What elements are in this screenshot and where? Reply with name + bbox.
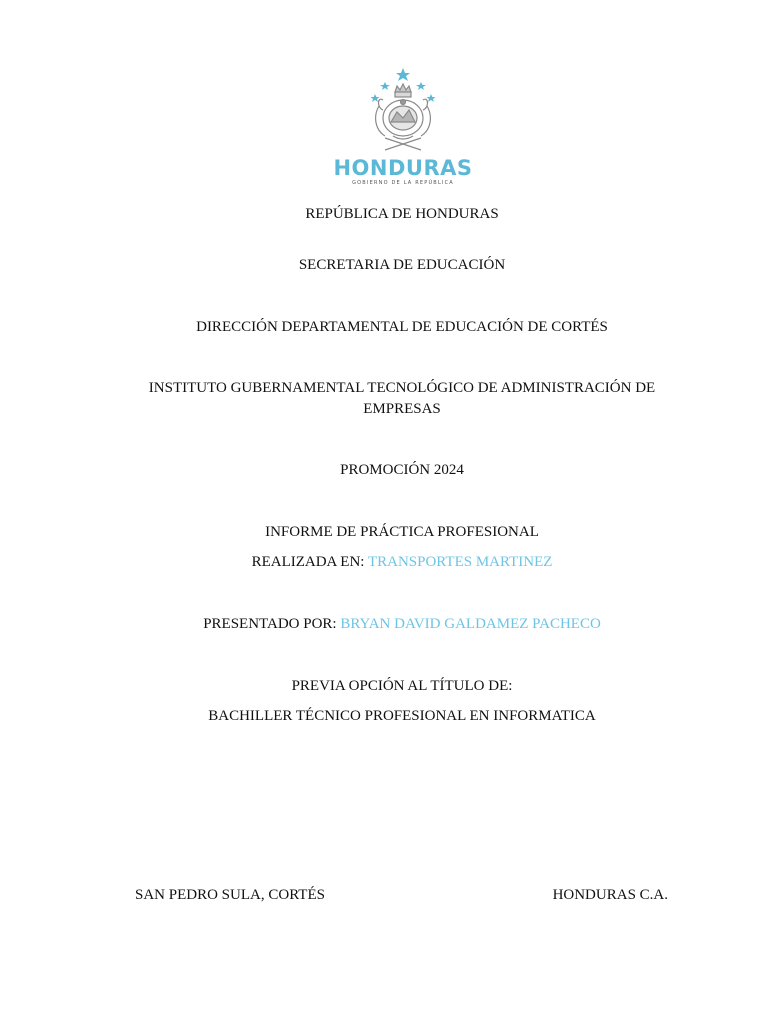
promotion-title: PROMOCIÓN 2024 (340, 462, 464, 478)
footer-city: SAN PEDRO SULA, CORTÉS (135, 887, 325, 903)
presented-by-label: PRESENTADO POR: (203, 616, 337, 632)
student-name: BRYAN DAVID GALDAMEZ PACHECO (340, 616, 601, 632)
logo-wordmark: HONDURAS (333, 156, 473, 180)
done-at-line (120, 552, 684, 573)
company-name: TRANSPORTES MARTINEZ (367, 554, 553, 570)
country-title: REPÚBLICA DE HONDURAS (305, 206, 499, 222)
done-at-label: REALIZADA EN: (251, 554, 365, 570)
report-title: INFORME DE PRÁCTICA PROFESIONAL (265, 524, 539, 540)
degree-title: BACHILLER TÉCNICO PROFESIONAL EN INFORMATICA (208, 708, 596, 724)
degree-intro: PREVIA OPCIÓN AL TÍTULO DE: (291, 678, 513, 694)
ministry-title: SECRETARIA DE EDUCACIÓN (298, 257, 506, 273)
institute-title-line2: EMPRESAS (363, 401, 441, 417)
logo-subtitle: GOBIERNO DE LA REPÚBLICA (352, 180, 454, 186)
honduras-coat-of-arms-icon (333, 66, 473, 158)
institute-title-line1: INSTITUTO GUBERNAMENTAL TECNOLÓGICO DE ADMINISTRACIÓN DE (148, 380, 656, 396)
footer-country: HONDURAS C.A. (552, 887, 668, 903)
presented-by-line (120, 614, 684, 635)
department-direction-title: DIRECCIÓN DEPARTAMENTAL DE EDUCACIÓN DE CORTÉS (196, 319, 608, 335)
honduras-government-logo (333, 66, 473, 188)
